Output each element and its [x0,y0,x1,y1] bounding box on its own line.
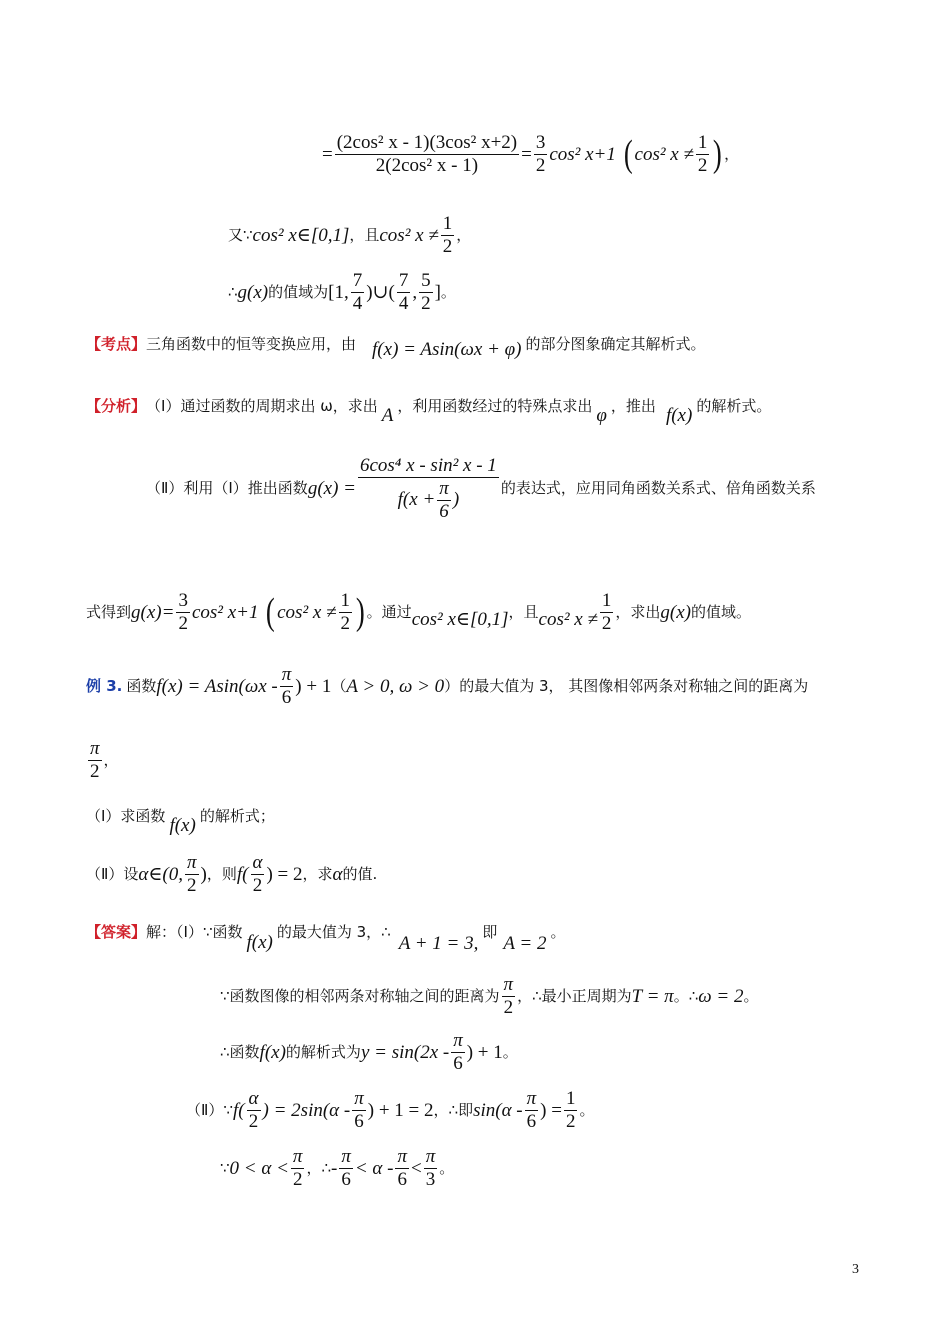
range-line: ∴ g(x) 的值域为 [1, $\frac{7}{4}$ )∪( $\frac{7}{4}$ , $\frac{5}{2}$ ] 。 [228,270,456,314]
question-2: （Ⅱ）设 α∈(0, $\frac{\pi}{2}$ ) ，则 f( $\frac{\alpha}{2}$ ) = 2 ，求 α 的值. [86,852,378,896]
kaodian-line: 【考点】 三角函数中的恒等变换应用，由 f(x) = Asin(ωx + φ) 的部分图象确定其解析式。 [86,335,706,360]
page-number: 3 [852,1262,859,1277]
fraction-3-2: $\frac{3}{2}$ [535,132,546,176]
answer-step-4: （Ⅱ）∵ f( $\frac{\alpha}{2}$ ) = 2sin(α - $\frac{\pi}{6}$ ) + 1 = 2 ，∴即 sin(α - $\frac{\pi}{6}$ ) = $\frac{1}{2}$ 。 [186,1088,595,1132]
answer-line: 【答案】 解：（Ⅰ）∵函数 f(x) 的最大值为 3，∴ A + 1 = 3, 即 A = 2 。 [86,923,566,954]
equation-line-2: 又∵ cos² x∈[0,1] ，且 cos² x ≠ $\frac{1}{2}$ ， [228,213,472,257]
answer-step-5: ∵ 0 < α < $\frac{\pi}{2}$ ，∴ - $\frac{\pi}{6}$ < α - $\frac{\pi}{6}$ < $\frac{\pi}{3}$ 。 [220,1146,455,1190]
equals-sign: = [322,143,333,165]
example-3-tag: 例 3. [86,676,123,695]
answer-step-3: ∴函数 f(x) 的解析式为 y = sin(2x - $\frac{\pi}{6}$ ) + 1 。 [220,1030,518,1074]
big-fraction: $\frac{\text{(2cos² x - 1)(3cos² x+2)}}{\text{2(2cos² x - 1)}}$ [336,132,518,176]
equation-line-1: = $\frac{\text{(2cos² x - 1)(3cos² x+2)}}{\text{2(2cos² x - 1)}}$ = $\frac{3}{2}$ cos² x+1 ( cos² x ≠ $\frac{1}{2}$ ) ， [322,132,740,176]
fenxi-line-3: 式得到 g(x)= $\frac{3}{2}$ cos² x+1 ( cos² x ≠ $\frac{1}{2}$ ) 。通过 cos² x∈[0,1] ，且 cos² x ≠ $\frac{1}{2}$ ，求出 g(x) 的值域。 [86,590,752,634]
answer-tag: 【答案】 [86,923,147,941]
answer-step-2: ∵函数图像的相邻两条对称轴之间的距离为 $\frac{\pi}{2}$ ，∴最小正周期为 T = π 。∴ ω = 2 。 [220,974,759,1018]
question-1: （Ⅰ）求函数 f(x) 的解析式； [86,807,275,836]
fenxi-line: 【分析】 （Ⅰ）通过函数的周期求出 ω，求出 A ，利用函数经过的特殊点求出 φ ，推出 f(x) 的解析式。 [86,397,772,426]
fenxi-tag: 【分析】 [86,397,147,415]
fenxi-line-2: （Ⅱ）利用（Ⅰ）推出函数 g(x) = 6cos⁴ x - sin² x - 1 f(x + $\frac{\pi}{6}$ ) 的表达式，应用同角函数关系式、倍角函数关系 [146,455,816,522]
example-3-line-b: $\frac{\pi}{2}$ ， [90,738,119,782]
g-fraction: 6cos⁴ x - sin² x - 1 f(x + $\frac{\pi}{6}$ ) [359,455,497,522]
example-3-line: 例 3. 函数 f(x) = Asin(ωx - $\frac{\pi}{6}$ ) + 1 （ A > 0, ω > 0 ）的最大值为 3， 其图像相邻两条对称轴之间的距离为 [86,664,809,708]
kaodian-tag: 【考点】 [86,335,147,353]
